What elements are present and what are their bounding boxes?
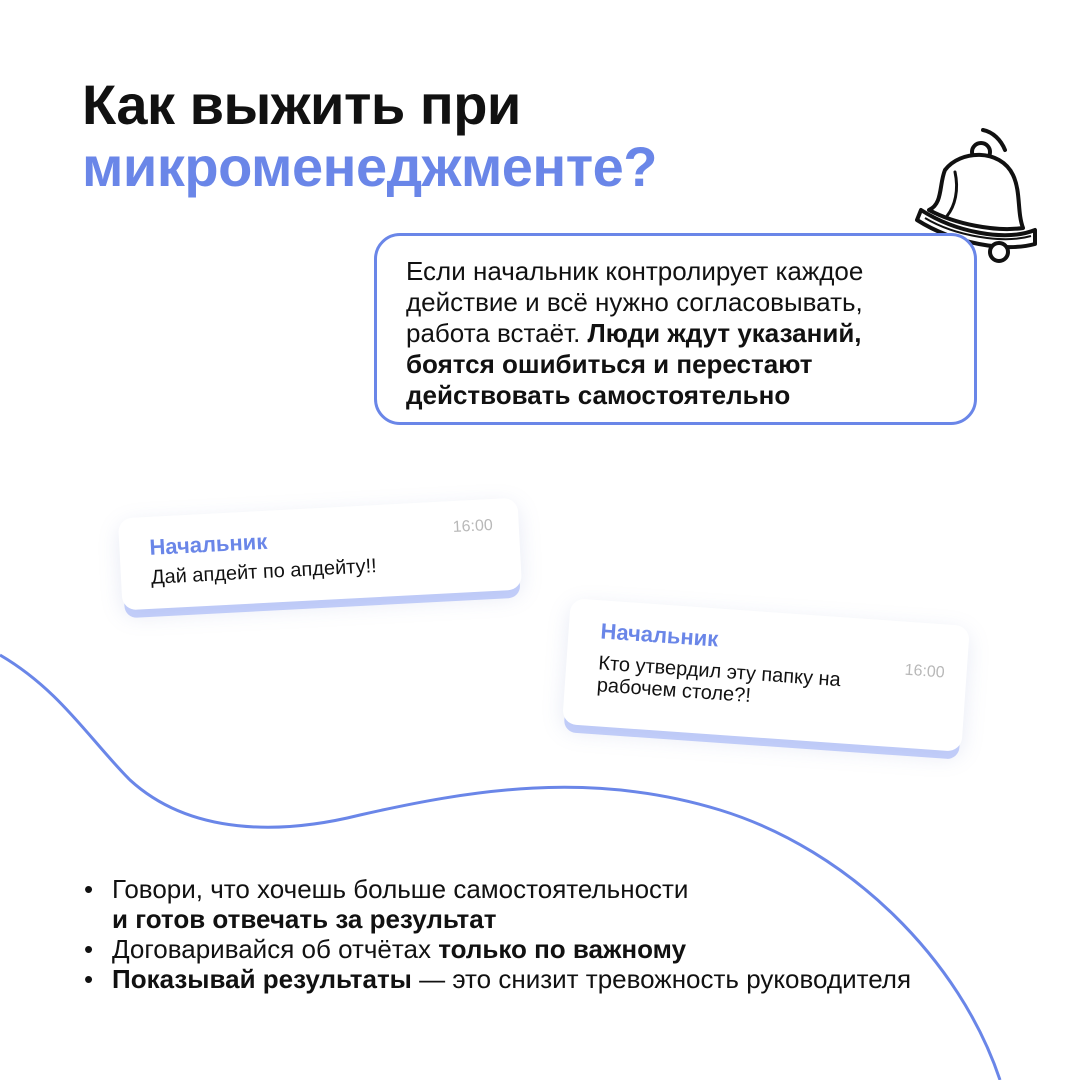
tip-text: — это снизит тревожность руководителя [411,964,912,994]
message-sender: Начальник [599,618,720,652]
tip-text-bold: только по важному [438,934,687,964]
tips-list [84,874,911,994]
list-item [84,964,911,994]
message-time: 16:00 [452,516,494,537]
callout-text-bold: Люди ждут указаний, боятся ошибиться и перестают действовать самостоятельно [406,318,862,410]
title-line-2: микроменеджменте? [82,135,658,198]
title-line-1: Как выжить при [82,73,521,136]
tip-text-bold: Показывай результаты [112,964,412,994]
message-sender: Начальник [148,528,268,560]
tip-text-bold: и готов отвечать за результат [112,904,497,934]
callout-text: Если начальник контролирует каждое действие и всё нужно согласовывать, работа встаёт. [406,256,864,348]
page-title [82,74,657,198]
tip-text: Договаривайся об отчётах [112,934,439,964]
list-item [84,934,911,964]
message-text: Дай апдейт по апдейту!! [150,555,378,589]
list-item [84,874,911,934]
message-time: 16:00 [904,661,946,682]
message-text: Кто утвердил эту папку на рабочем столе?! [596,652,842,707]
callout-box [374,233,977,425]
tip-text: Говори, что хочешь больше самостоятельности [112,874,689,904]
